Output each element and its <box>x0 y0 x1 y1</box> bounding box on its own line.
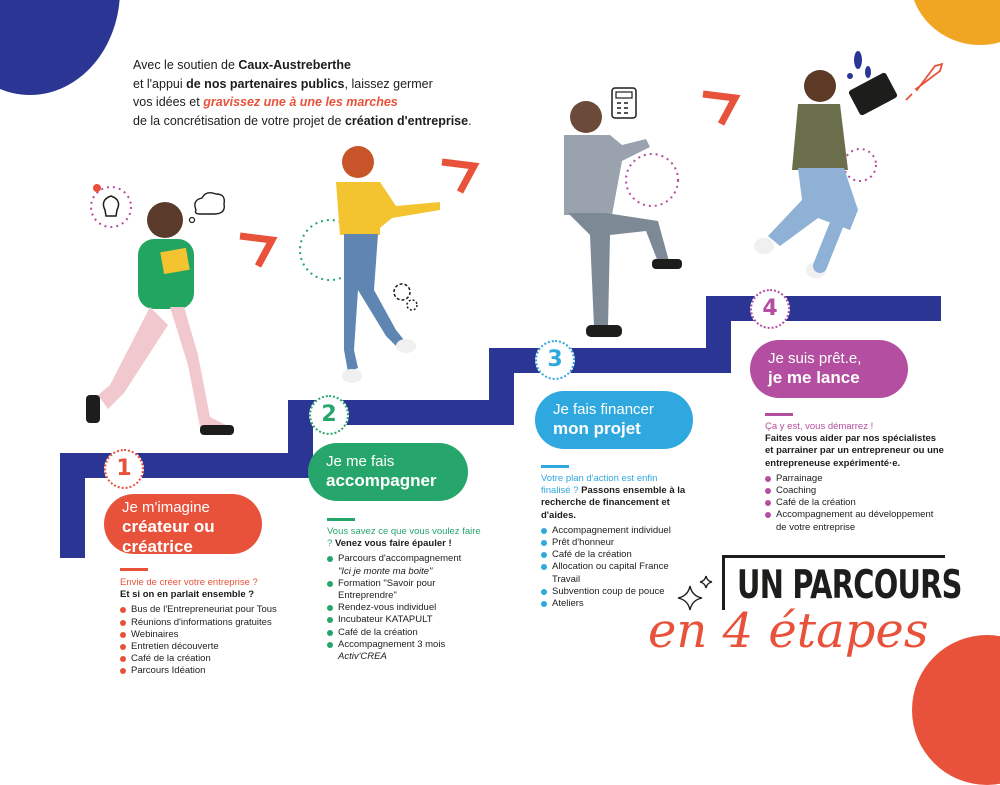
step-4-question: Ça y est, vous démarrez ! <box>765 421 874 432</box>
step-2-lead: Venez vous faire épauler ! <box>334 538 452 550</box>
step-3-lead: Passons ensemble à la recherche de financement et d'aides. <box>541 485 686 521</box>
list-item: Accompagnement au développement de votre entreprise <box>765 509 945 533</box>
step-2-title-line2: accompagner <box>326 471 437 490</box>
list-item: Incubateur KATAPULT <box>327 614 487 626</box>
list-item: Formation "Savoir pour Entreprendre" <box>327 578 487 602</box>
step-1-question: Envie de créer votre entreprise ? <box>120 577 258 588</box>
list-item: Parcours Idéation <box>120 665 310 677</box>
list-item: Subvention coup de pouce <box>541 586 686 598</box>
list-item: Café de la création <box>327 627 487 639</box>
step-3-question: Votre plan d'action est enfin finalisé ? <box>541 473 658 497</box>
intro-text: vos idées et <box>133 95 204 109</box>
step-4-dash <box>765 413 793 416</box>
list-item <box>327 639 487 663</box>
intro-text: et l'appui <box>133 76 187 91</box>
intro-bold-territory: Caux-Austreberthe <box>238 58 351 72</box>
list-item: Coaching <box>765 485 945 497</box>
person-three-figure <box>550 95 690 350</box>
step-4-details <box>765 421 945 534</box>
list-item-text: Accompagnement 3 mois <box>338 638 446 650</box>
page-title: UN PARCOURS <box>737 563 962 608</box>
intro-bold-creation: création d'entreprise <box>344 113 469 128</box>
list-item: Webinaires <box>120 629 310 641</box>
list-item: Bus de l'Entrepreneuriat pour Tous <box>120 604 310 616</box>
step-2-dash <box>327 518 355 521</box>
person-four-figure <box>740 60 915 290</box>
list-item-subtext: Activ'CREA <box>338 651 387 663</box>
step-3-title-line2: mon projet <box>553 419 641 438</box>
page-subtitle: en 4 étapes <box>648 603 929 659</box>
step-1-lead: Et si on en parlait ensemble ? <box>120 589 255 601</box>
step-2-number: 2 <box>309 395 349 435</box>
intro-highlight: gravissez une à une les marches <box>203 95 398 109</box>
intro-text: Avec le soutien de <box>133 58 239 72</box>
list-item: Ateliers <box>541 598 686 610</box>
step-1-details <box>120 577 310 678</box>
list-item: Café de la création <box>765 497 945 509</box>
step-4-lead: Faites vous aider par nos spécialistes et parrainer par un entrepreneur ou une entrepreneuse expérimenté·e. <box>765 433 944 469</box>
step-4-title-line2: je me lance <box>768 368 860 387</box>
step-2-title <box>308 443 468 501</box>
step-4-number: 4 <box>750 289 790 329</box>
person-one-figure <box>80 195 245 450</box>
step-2-question: Vous savez ce que vous voulez faire ? <box>327 526 481 550</box>
step-3-title <box>535 391 693 449</box>
step-3-lead-wrap <box>541 473 686 522</box>
intro-text: de la concrétisation de votre projet de <box>133 113 345 128</box>
step-3-details <box>541 473 686 610</box>
step-3-dash <box>541 465 569 468</box>
step-3-number: 3 <box>535 340 575 380</box>
step-1-number: 1 <box>104 449 144 489</box>
step-2-details <box>327 526 487 663</box>
step-2-title-line1: Je me fais <box>326 453 395 470</box>
step-4-title <box>750 340 908 398</box>
step-4-title-line1: Je suis prêt.e, <box>768 350 862 367</box>
intro-bold-partners: de nos partenaires publics <box>186 76 345 91</box>
list-item: Prêt d'honneur <box>541 537 686 549</box>
step-1-title <box>104 494 262 554</box>
step-1-dash <box>120 568 148 571</box>
list-item: Café de la création <box>541 549 686 561</box>
list-item-text: Parcours d'accompagnement <box>338 553 462 565</box>
list-item: Allocation ou capital France Travail <box>541 561 686 585</box>
list-item <box>327 553 487 577</box>
list-item: Réunions d'informations gratuites <box>120 617 310 629</box>
list-item: Rendez-vous individuel <box>327 602 487 614</box>
step-2-lead-wrap <box>327 526 487 550</box>
list-item: Entretien découverte <box>120 641 310 653</box>
step-1-title-line2: créateur ou créatrice <box>122 517 215 556</box>
list-item: Parrainage <box>765 473 945 485</box>
list-item-subtext: "Ici je monte ma boite" <box>338 565 433 577</box>
person-two-figure <box>300 140 450 390</box>
list-item: Accompagnement individuel <box>541 525 686 537</box>
intro-text: . <box>468 113 472 128</box>
step-1-title-line1: Je m'imagine <box>122 499 210 516</box>
step-3-title-line1: Je fais financer <box>553 401 654 418</box>
intro-text: , laissez germer <box>344 76 433 91</box>
list-item: Café de la création <box>120 653 310 665</box>
